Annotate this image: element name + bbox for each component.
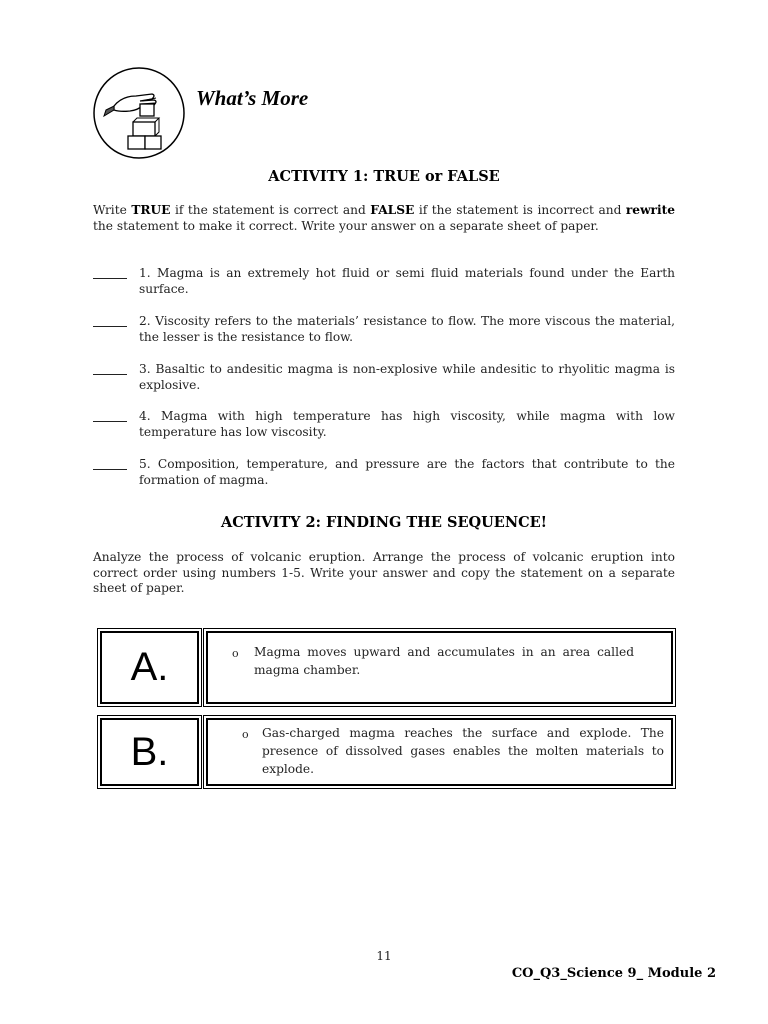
sequence-letter-box — [97, 715, 202, 789]
sequence-letter-box — [97, 628, 202, 707]
sequence-statement-box — [203, 715, 676, 789]
activity2-title: ACTIVITY 2: FINDING THE SEQUENCE! — [220, 514, 548, 531]
sequence-row-b — [97, 715, 676, 789]
answer-blank[interactable] — [93, 421, 127, 422]
bullet-marker: o — [232, 647, 239, 660]
sequence-letter: B. — [100, 718, 199, 786]
bullet-marker: o — [242, 728, 249, 741]
true-false-item: 4. Magma with high temperature has high viscosity, while magma with low temperature has low viscosity. — [93, 409, 675, 440]
section-title: What’s More — [196, 86, 309, 110]
sequence-row-a — [97, 628, 676, 707]
page-number: 11 — [376, 949, 392, 963]
sequence-statement-box — [203, 628, 676, 707]
module-code: CO_Q3_Science 9_ Module 2 — [511, 966, 716, 981]
activity2-instructions: Analyze the process of volcanic eruption. Arrange the process of volcanic eruption into correct order using numbers 1-5. Write your answer and copy the statement on a separate sheet of paper. — [93, 550, 675, 595]
answer-blank[interactable] — [93, 278, 127, 279]
sequence-letter: A. — [100, 631, 199, 704]
true-false-item: 2. Viscosity refers to the materials’ resistance to flow. The more viscous the material, the lesser is the resistance to flow. — [93, 314, 675, 345]
answer-blank[interactable] — [93, 326, 127, 327]
activity1-title: ACTIVITY 1: TRUE or FALSE — [268, 168, 500, 185]
true-false-item: 3. Basaltic to andesitic magma is non-explosive while andesitic to rhyolitic magma is explosive. — [93, 362, 675, 393]
true-false-item: 1. Magma is an extremely hot fluid or semi fluid materials found under the Earth surface. — [93, 266, 675, 297]
true-false-item: 5. Composition, temperature, and pressure are the factors that contribute to the formation of magma. — [93, 457, 675, 488]
answer-blank[interactable] — [93, 469, 127, 470]
answer-blank[interactable] — [93, 374, 127, 375]
sequence-statement: Magma moves upward and accumulates in an area called magma chamber. — [254, 645, 634, 677]
activity1-instructions: Write TRUE if the statement is correct and FALSE if the statement is incorrect and rewrite the statement to make it correct. Write your answer on a separate sheet of paper. — [93, 203, 675, 233]
sequence-statement: Gas-charged magma reaches the surface and explode. The presence of dissolved gases enables the molten materials to explode. — [262, 726, 664, 776]
hand-stacking-blocks-icon — [92, 66, 186, 160]
